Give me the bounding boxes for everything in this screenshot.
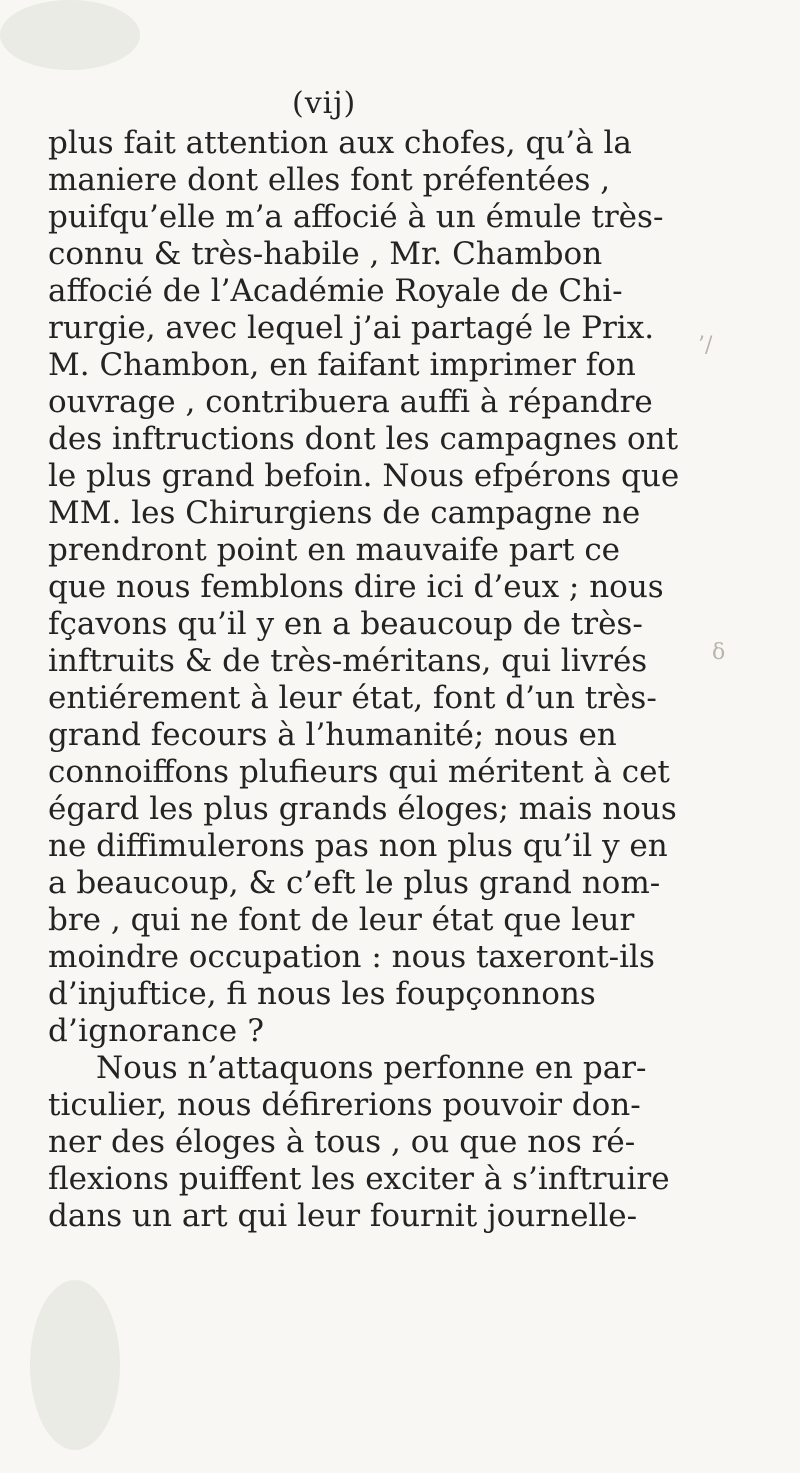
text-line: M. Chambon, en faifant imprimer fon <box>48 347 636 383</box>
text-line: ouvrage , contribuera auffi à répandre <box>48 384 653 420</box>
text-line: plus fait attention aux chofes, qu’à la <box>48 125 632 161</box>
text-line: puifqu’elle m’a affocié à un émule très- <box>48 199 664 235</box>
text-line: flexions puiffent les exciter à s’inftruire <box>48 1161 670 1197</box>
text-line: des inftructions dont les campagnes ont <box>48 421 679 457</box>
text-line: affocié de l’Académie Royale de Chi- <box>48 273 623 309</box>
text-line: grand fecours à l’humanité; nous en <box>48 717 617 753</box>
text-line: le plus grand befoin. Nous efpérons que <box>48 458 680 494</box>
text-line: connoiffons plufieurs qui méritent à cet <box>48 754 670 790</box>
paper-stain <box>0 0 140 70</box>
margin-mark: ’/ <box>698 333 713 358</box>
margin-mark: δ <box>712 640 726 665</box>
page-number: (vij) <box>292 86 357 121</box>
paper-stain <box>30 1280 120 1450</box>
text-line: que nous femblons dire ici d’eux ; nous <box>48 569 664 605</box>
text-line: dans un art qui leur fournit journelle- <box>48 1198 638 1234</box>
text-line: d’ignorance ? <box>48 1013 265 1049</box>
text-line: rurgie, avec lequel j’ai partagé le Prix. <box>48 310 655 346</box>
text-line: connu & très-habile , Mr. Chambon <box>48 236 603 272</box>
text-line: maniere dont elles font préfentées , <box>48 162 611 198</box>
text-line: ne diffimulerons pas non plus qu’il y en <box>48 828 668 864</box>
text-line: inftruits & de très-méritans, qui livrés <box>48 643 648 679</box>
text-line: moindre occupation : nous taxeront-ils <box>48 939 655 975</box>
text-line: égard les plus grands éloges; mais nous <box>48 791 677 827</box>
text-line: bre , qui ne font de leur état que leur <box>48 902 635 938</box>
body-text <box>48 125 760 1235</box>
text-line: ner des éloges à tous , ou que nos ré- <box>48 1124 636 1160</box>
text-line: entiérement à leur état, font d’un très- <box>48 680 657 716</box>
text-line: fçavons qu’il y en a beaucoup de très- <box>48 606 643 642</box>
text-line: Nous n’attaquons perfonne en par- <box>96 1050 647 1086</box>
text-line: MM. les Chirurgiens de campagne ne <box>48 495 641 531</box>
text-line: a beaucoup, & c’eft le plus grand nom- <box>48 865 661 901</box>
text-line: d’injuftice, fi nous les foupçonnons <box>48 976 596 1012</box>
text-line: ticulier, nous défirerions pouvoir don- <box>48 1087 641 1123</box>
text-line: prendront point en mauvaife part ce <box>48 532 621 568</box>
